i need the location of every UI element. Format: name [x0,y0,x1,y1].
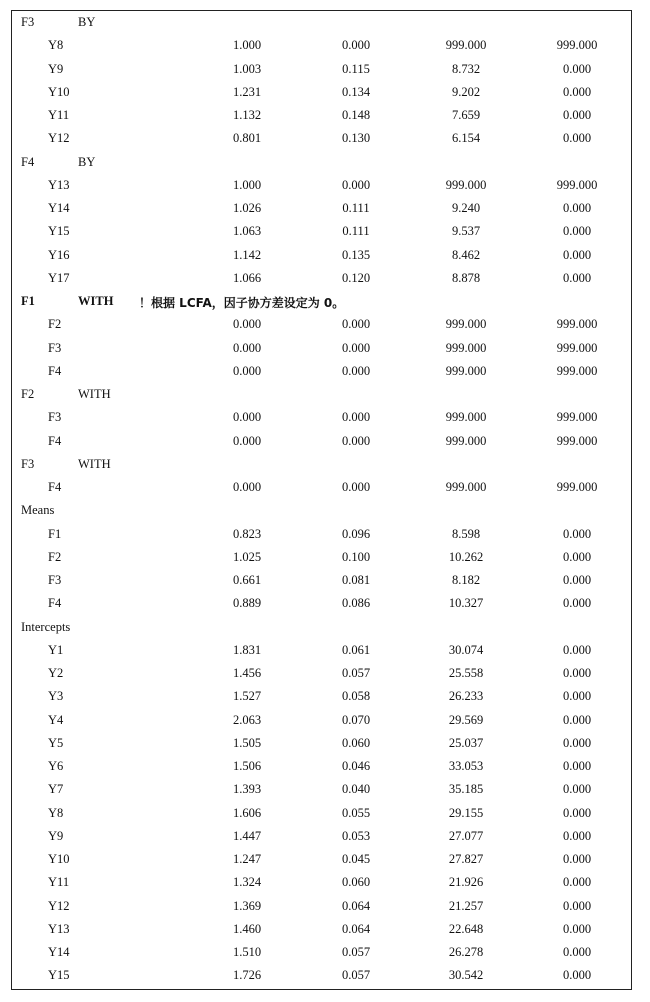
variable-name: Y15 [48,224,70,239]
se-value: 0.000 [341,363,371,378]
estimate-value: 1.231 [232,84,262,99]
est-se-value: 9.537 [451,224,481,239]
se-value: 0.111 [342,201,370,215]
p-value: 999.000 [556,433,598,448]
estimate-value: 1.066 [232,270,262,285]
p-value: 0.000 [562,921,592,936]
variable-name: Y9 [48,61,64,76]
p-value: 999.000 [556,363,598,378]
p-value: 0.000 [562,573,592,587]
p-value: 0.000 [562,84,592,99]
estimate-value: 1.393 [232,782,262,797]
p-value: 0.000 [562,945,592,959]
est-se-value: 22.648 [448,921,484,936]
p-value: 0.000 [562,805,592,820]
table-row [12,82,631,105]
se-value: 0.000 [341,38,371,53]
se-value: 0.000 [341,433,371,448]
p-value: 0.000 [562,61,592,76]
section-keyword: WITH [78,456,111,471]
table-row [12,756,631,779]
estimate-value: 1.000 [232,177,262,192]
se-value: 0.135 [341,247,371,262]
table-row [12,640,631,663]
variable-name: Y1 [48,642,64,657]
est-se-value: 999.000 [445,480,487,494]
se-value: 0.040 [341,782,371,797]
est-se-value: 35.185 [448,782,484,797]
estimate-value: 0.000 [232,363,262,378]
estimate-value: 0.000 [232,340,262,355]
estimate-value: 1.003 [232,61,262,76]
table-row [12,407,631,430]
table-row [12,128,631,151]
table-row [12,593,631,616]
variable-name: Y9 [48,828,64,843]
p-value: 0.000 [562,596,592,611]
estimate-value: 1.324 [232,875,262,890]
variable-name: Y7 [48,782,64,797]
variable-name: Y13 [48,177,70,192]
estimate-value: 0.000 [232,433,262,448]
variable-name: Y12 [48,898,70,913]
section-header [12,291,631,314]
p-value: 999.000 [556,38,598,53]
se-value: 0.000 [341,340,371,355]
estimate-value: 1.831 [232,642,262,657]
se-value: 0.000 [341,480,371,494]
p-value: 0.000 [562,131,592,146]
se-value: 0.057 [341,666,371,680]
variable-name: Y10 [48,852,70,866]
est-se-value: 999.000 [445,410,487,425]
variable-name: Y3 [48,689,64,704]
est-se-value: 10.262 [448,549,484,564]
se-value: 0.057 [341,968,371,983]
section-header [12,152,631,175]
estimate-value: 1.000 [232,38,262,53]
est-se-value: 21.926 [448,875,484,890]
estimate-value: 2.063 [232,712,262,727]
estimate-value: 0.000 [232,410,262,425]
section-header [12,454,631,477]
table-row [12,710,631,733]
variable-name: F3 [48,340,62,355]
table-row [12,570,631,593]
est-se-value: 8.462 [451,247,481,262]
est-se-value: 25.037 [448,735,484,750]
p-value: 0.000 [562,968,592,983]
est-se-value: 999.000 [445,38,487,53]
se-value: 0.120 [341,270,371,285]
estimate-value: 1.506 [232,759,262,773]
estimate-value: 1.369 [232,898,262,913]
section-header [12,617,631,640]
variable-name: F4 [48,433,62,448]
section-label: Intercepts [21,619,71,634]
est-se-value: 999.000 [445,340,487,355]
table-row [12,872,631,895]
se-value: 0.111 [342,224,370,239]
estimate-value: 0.889 [232,596,262,611]
table-row [12,663,631,686]
section-label: F1 [21,294,35,308]
est-se-value: 33.053 [448,759,484,773]
se-value: 0.100 [341,549,371,564]
table-row [12,849,631,872]
variable-name: F2 [48,317,62,332]
se-value: 0.081 [341,573,371,587]
variable-name: Y5 [48,735,64,750]
se-value: 0.000 [341,177,371,192]
estimate-value: 0.000 [232,480,262,494]
section-label: Means [21,503,55,518]
table-row [12,919,631,942]
estimate-value: 0.000 [232,317,262,332]
table-row [12,965,631,988]
estimate-value: 1.063 [232,224,262,239]
table-row [12,826,631,849]
p-value: 0.000 [562,759,592,773]
table-row [12,803,631,826]
section-keyword: WITH [78,387,111,401]
est-se-value: 8.878 [451,270,481,285]
est-se-value: 26.278 [448,945,484,959]
variable-name: Y17 [48,270,70,285]
table-row [12,686,631,709]
section-keyword: BY [78,15,96,29]
estimate-value: 0.661 [232,573,262,587]
p-value: 0.000 [562,898,592,913]
section-label: F3 [21,15,35,29]
p-value: 999.000 [556,340,598,355]
table-row [12,896,631,919]
table-row [12,105,631,128]
estimate-value: 1.460 [232,921,262,936]
est-se-value: 30.542 [448,968,484,983]
se-value: 0.115 [342,61,370,76]
variable-name: Y4 [48,712,64,727]
table-row [12,198,631,221]
p-value: 999.000 [556,177,598,192]
variable-name: F1 [48,526,62,541]
variable-name: Y11 [48,875,70,890]
p-value: 0.000 [562,642,592,657]
table-row [12,431,631,454]
estimate-value: 1.447 [232,828,262,843]
est-se-value: 999.000 [445,317,487,332]
table-row [12,221,631,244]
p-value: 0.000 [562,270,592,285]
estimate-value: 0.801 [232,131,262,146]
est-se-value: 9.240 [451,201,481,215]
variable-name: Y14 [48,201,70,215]
table-row [12,268,631,291]
estimate-value: 1.026 [232,201,262,215]
estimate-value: 1.505 [232,735,262,750]
variable-name: F3 [48,573,62,587]
est-se-value: 9.202 [451,84,481,99]
table-row [12,733,631,756]
p-value: 999.000 [556,410,598,425]
table-row [12,361,631,384]
est-se-value: 29.155 [448,805,484,820]
est-se-value: 27.827 [448,852,484,866]
variable-name: F4 [48,596,62,611]
p-value: 0.000 [562,735,592,750]
variable-name: Y10 [48,84,70,99]
se-value: 0.060 [341,735,371,750]
section-label: F2 [21,387,35,401]
variable-name: Y11 [48,108,70,122]
est-se-value: 8.598 [451,526,481,541]
se-value: 0.000 [341,317,371,332]
se-value: 0.053 [341,828,371,843]
p-value: 0.000 [562,224,592,239]
table-row [12,942,631,965]
est-se-value: 7.659 [451,108,481,122]
se-value: 0.057 [341,945,371,959]
p-value: 0.000 [562,712,592,727]
section-note: ！根据 LCFA，因子协方差设定为 0。 [139,296,345,310]
table-row [12,779,631,802]
section-header [12,384,631,407]
estimate-value: 1.247 [232,852,262,866]
est-se-value: 999.000 [445,433,487,448]
variable-name: F4 [48,480,62,494]
table-row [12,59,631,82]
se-value: 0.060 [341,875,371,890]
est-se-value: 25.558 [448,666,484,680]
se-value: 0.134 [341,84,371,99]
estimate-value: 1.726 [232,968,262,983]
p-value: 0.000 [562,875,592,890]
table-row [12,524,631,547]
est-se-value: 27.077 [448,828,484,843]
se-value: 0.070 [341,712,371,727]
se-value: 0.064 [341,921,371,936]
se-value: 0.000 [341,410,371,425]
est-se-value: 8.732 [451,61,481,76]
p-value: 0.000 [562,852,592,866]
est-se-value: 6.154 [451,131,481,146]
variable-name: Y8 [48,38,64,53]
est-se-value: 30.074 [448,642,484,657]
p-value: 999.000 [556,480,598,494]
p-value: 0.000 [562,247,592,262]
table-row [12,547,631,570]
est-se-value: 999.000 [445,363,487,378]
se-value: 0.096 [341,526,371,541]
estimate-value: 1.132 [232,108,262,122]
estimate-value: 1.142 [232,247,262,262]
se-value: 0.061 [341,642,371,657]
variable-name: Y2 [48,666,64,680]
se-value: 0.046 [341,759,371,773]
table-row [12,35,631,58]
variable-name: F3 [48,410,62,425]
variable-name: Y13 [48,921,70,936]
est-se-value: 10.327 [448,596,484,611]
estimate-value: 1.456 [232,666,262,680]
p-value: 999.000 [556,317,598,332]
section-label: F4 [21,154,35,169]
est-se-value: 999.000 [445,177,487,192]
se-value: 0.086 [341,596,371,611]
estimate-value: 1.606 [232,805,262,820]
p-value: 0.000 [562,549,592,564]
variable-name: Y6 [48,759,64,773]
table-row [12,314,631,337]
se-value: 0.130 [341,131,371,146]
p-value: 0.000 [562,782,592,797]
se-value: 0.045 [341,852,371,866]
estimate-value: 1.527 [232,689,262,704]
variable-name: F2 [48,549,62,564]
variable-name: F4 [48,363,62,378]
est-se-value: 26.233 [448,689,484,704]
table-row [12,245,631,268]
section-keyword: BY [78,154,96,169]
p-value: 0.000 [562,666,592,680]
output-listing [11,10,632,990]
est-se-value: 8.182 [451,573,481,587]
se-value: 0.055 [341,805,371,820]
estimate-value: 1.025 [232,549,262,564]
variable-name: Y15 [48,968,70,983]
se-value: 0.148 [341,108,371,122]
variable-name: Y8 [48,805,64,820]
estimate-value: 1.510 [232,945,262,959]
p-value: 0.000 [562,689,592,704]
section-header [12,12,631,35]
est-se-value: 29.569 [448,712,484,727]
table-row [12,477,631,500]
se-value: 0.064 [341,898,371,913]
estimate-value: 0.823 [232,526,262,541]
p-value: 0.000 [562,526,592,541]
se-value: 0.058 [341,689,371,704]
variable-name: Y14 [48,945,70,959]
section-header [12,500,631,523]
section-keyword: WITH [78,294,114,308]
section-label: F3 [21,456,35,471]
table-row [12,175,631,198]
variable-name: Y16 [48,247,70,262]
p-value: 0.000 [562,201,592,215]
p-value: 0.000 [562,828,592,843]
p-value: 0.000 [562,108,592,122]
est-se-value: 21.257 [448,898,484,913]
table-row [12,338,631,361]
variable-name: Y12 [48,131,70,146]
